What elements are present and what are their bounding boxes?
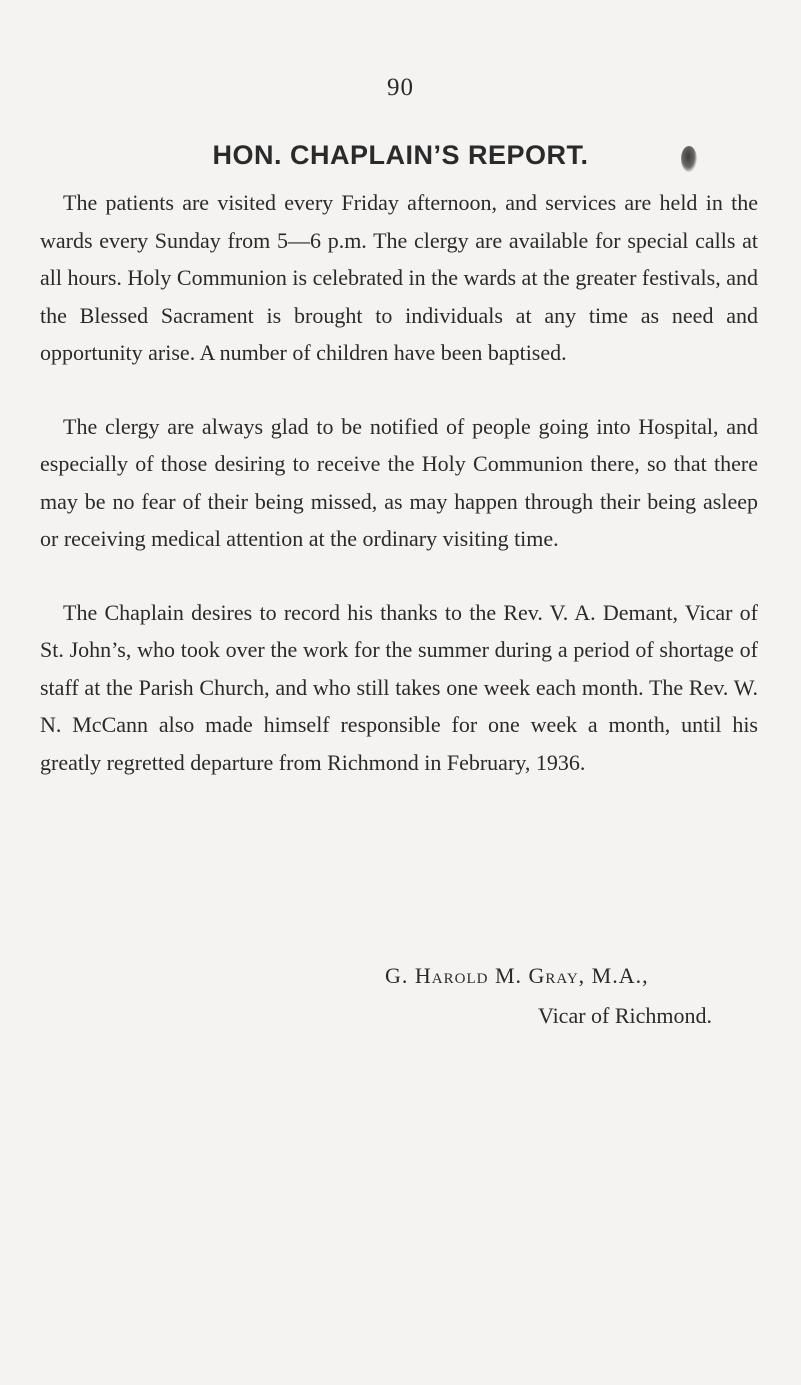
page-number: 90	[387, 74, 414, 101]
paragraph-3: The Chaplain desires to record his thanks to the Rev. V. A. Demant, Vicar of St. John’s, who took over the work for the summer during a period of shortage of staff at the Parish Church, and who still takes one week each month. The Rev. W. N. McCann also made himself responsible for one week a month, until his greatly regretted departure from Richmond in February, 1936.	[40, 599, 758, 775]
ink-smudge-mark	[681, 146, 697, 172]
signatory-name: G. Harold M. Gray, M.A.,	[385, 963, 649, 988]
signatory-title: Vicar of Richmond.	[538, 1003, 713, 1028]
paragraph-1: The patients are visited every Friday afternoon, and services are held in the wards every Sunday from 5—6 p.m. The clergy are available for special calls at all hours. Holy Communion is celebrated in the wards at the greater festivals, and the Blessed Sacrament is brought to individuals at any time as need and opportunity arise. A number of children have been baptised.	[40, 190, 758, 365]
page-title: HON. CHAPLAIN’S REPORT.	[212, 140, 589, 170]
report-body	[40, 184, 758, 817]
paragraph-2: The clergy are always glad to be notified of people going into Hospital, and especially of those desiring to receive the Holy Communion there, so that there may be no fear of their being missed, as may happen through their being asleep or receiving medical attention at the ordinary visiting time.	[40, 413, 758, 551]
